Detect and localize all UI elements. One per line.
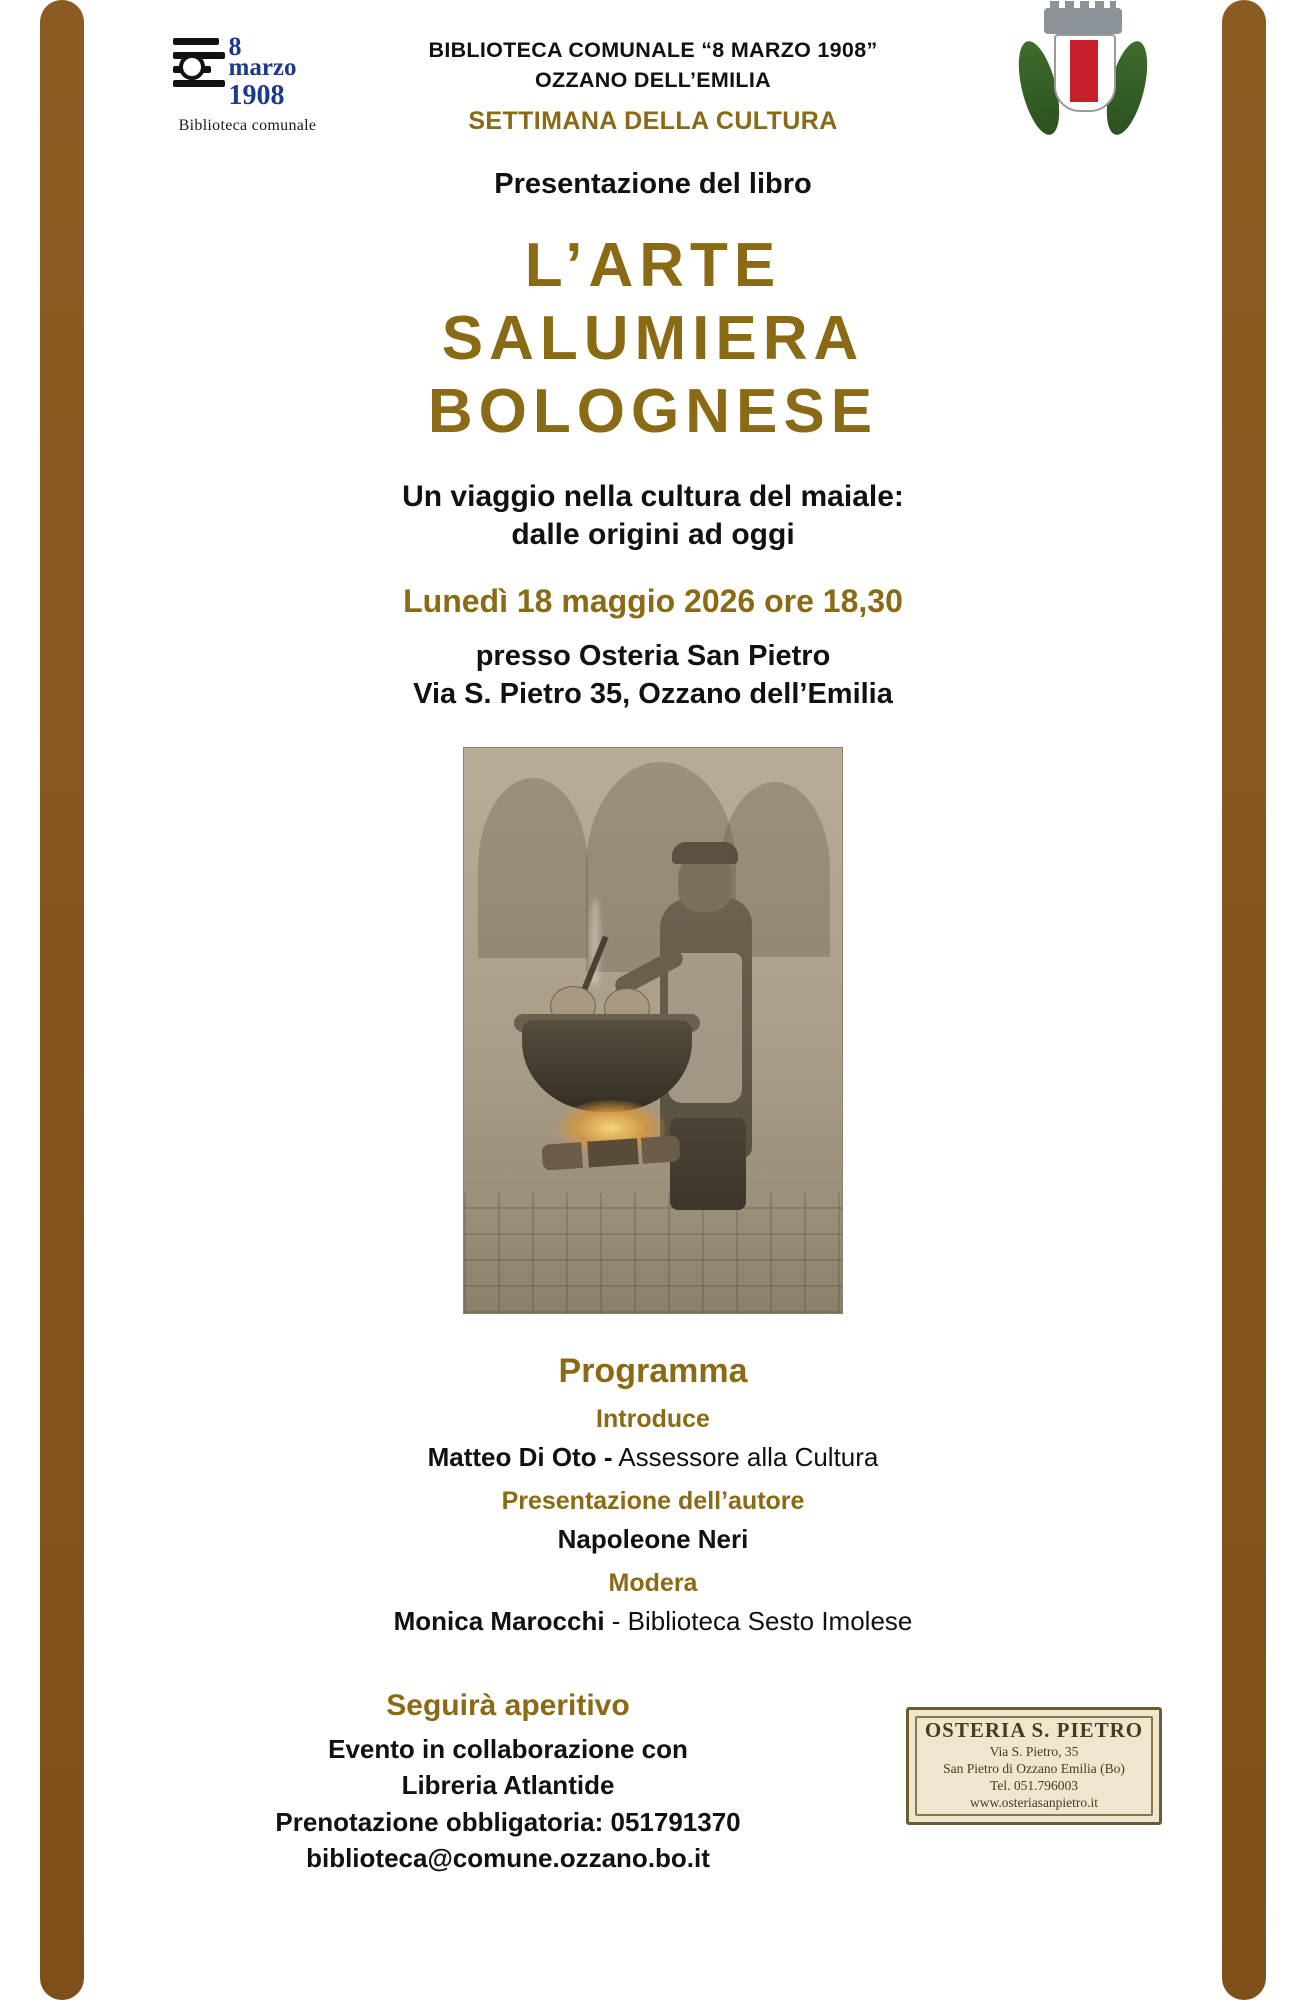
poster-content bbox=[110, 0, 1196, 2000]
logo-text-marzo: marzo bbox=[228, 54, 297, 81]
poster-header bbox=[110, 0, 1196, 150]
osteria-phone: Tel. 051.796003 bbox=[990, 1778, 1078, 1794]
header-town: OZZANO DELL’EMILIA bbox=[535, 68, 771, 92]
logo-caption: Biblioteca comunale bbox=[178, 117, 317, 134]
shield-band bbox=[1070, 40, 1098, 102]
event-date: Lunedì 18 maggio 2026 ore 18,30 bbox=[403, 583, 903, 620]
collaboration-line-2: Libreria Atlantide bbox=[401, 1770, 615, 1801]
shield-icon bbox=[1054, 34, 1116, 112]
decorative-bar-left bbox=[40, 0, 84, 2000]
email-line[interactable]: biblioteca@comune.ozzano.bo.it bbox=[306, 1843, 710, 1874]
arch-left bbox=[478, 778, 588, 958]
footer-info bbox=[150, 1689, 866, 1875]
subtitle-line-1: Un viaggio nella cultura del maiale: bbox=[402, 480, 904, 514]
programma-detail-0: Assessore alla Cultura bbox=[612, 1441, 879, 1472]
aperitivo-note: Seguirà aperitivo bbox=[386, 1688, 630, 1722]
venue-line-1: presso Osteria San Pietro bbox=[475, 640, 831, 673]
programma-role-0: Introduce bbox=[596, 1404, 710, 1433]
logo-text-8: 8 bbox=[228, 32, 241, 61]
osteria-logo-card bbox=[906, 1707, 1162, 1825]
osteria-city: San Pietro di Ozzano Emilia (Bo) bbox=[943, 1760, 1125, 1776]
event-venue bbox=[110, 638, 1196, 712]
venue-line-2: Via S. Pietro 35, Ozzano dell’Emilia bbox=[413, 677, 893, 710]
programma-role-1: Presentazione dell’autore bbox=[501, 1486, 805, 1515]
title-line-2: SALUMIERA bbox=[441, 304, 865, 374]
floor-tiles bbox=[464, 1193, 842, 1313]
logo-ring-icon bbox=[179, 54, 205, 80]
osteria-name: OSTERIA S. PIETRO bbox=[924, 1717, 1144, 1742]
header-library-name: BIBLIOTECA COMUNALE “8 MARZO 1908” bbox=[428, 38, 878, 62]
header-titles bbox=[350, 38, 956, 136]
crown-icon bbox=[1044, 8, 1122, 34]
title-line-1: L’ARTE bbox=[524, 231, 782, 300]
osteria-address: Via S. Pietro, 35 bbox=[989, 1743, 1079, 1759]
booking-line: Prenotazione obbligatoria: 051791370 bbox=[275, 1806, 741, 1837]
programma-person-2 bbox=[110, 1606, 1196, 1637]
cook-cap bbox=[672, 842, 738, 864]
cook-legs bbox=[670, 1118, 746, 1210]
logo-text-1908: 1908 bbox=[228, 80, 285, 111]
header-event-series: SETTIMANA DELLA CULTURA bbox=[468, 107, 838, 135]
collaboration-line-1: Evento in collaborazione con bbox=[328, 1733, 688, 1764]
programma-title: Programma bbox=[558, 1351, 748, 1390]
library-logo bbox=[160, 32, 335, 142]
programma-role-2: Modera bbox=[608, 1568, 698, 1597]
library-logo-mark bbox=[163, 32, 333, 110]
programma-detail-2: - Biblioteca Sesto Imolese bbox=[604, 1605, 913, 1636]
programma-list bbox=[110, 1405, 1196, 1637]
title-line-3: BOLOGNESE bbox=[427, 377, 879, 447]
programma-name-2: Monica Marocchi bbox=[393, 1605, 605, 1636]
osteria-website[interactable]: www.osteriasanpietro.it bbox=[969, 1795, 1099, 1811]
programma-name-0: Matteo Di Oto - bbox=[427, 1441, 613, 1472]
book-bars-icon bbox=[173, 38, 225, 96]
engraving-illustration bbox=[463, 747, 843, 1314]
programma-name-1: Napoleone Neri bbox=[557, 1523, 749, 1554]
kicker-text: Presentazione del libro bbox=[494, 168, 812, 200]
poster-footer bbox=[110, 1689, 1196, 1889]
subtitle bbox=[110, 478, 1196, 553]
programma-person-1 bbox=[110, 1524, 1196, 1555]
programma-person-0 bbox=[110, 1442, 1196, 1473]
decorative-bar-right bbox=[1222, 0, 1266, 2000]
subtitle-line-2: dalle origini ad oggi bbox=[511, 517, 795, 551]
poster-main bbox=[110, 168, 1196, 1637]
comune-crest-icon bbox=[1018, 6, 1148, 146]
page-title bbox=[110, 229, 1196, 448]
